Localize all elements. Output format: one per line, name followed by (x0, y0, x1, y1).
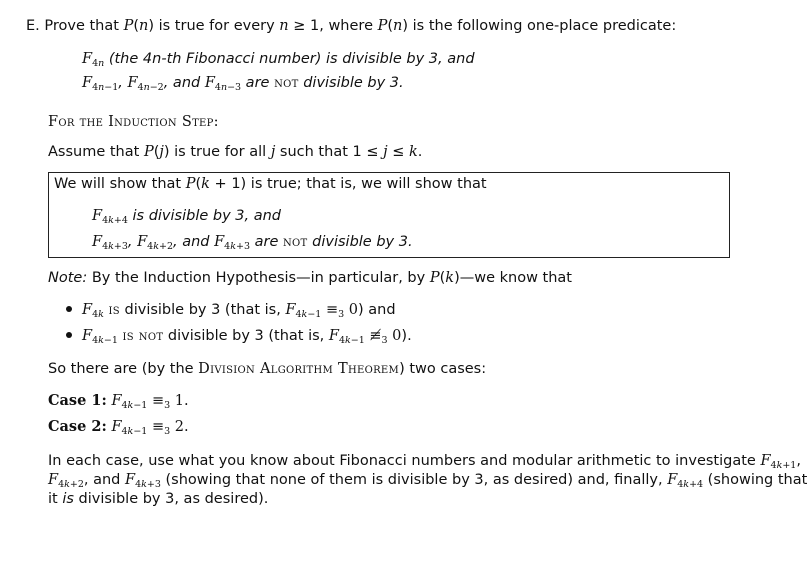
induction-assumption: Assume that P(j) is true for all j such that 1 ≤ j ≤ k. (48, 144, 423, 160)
goal-intro: We will show that P(k + 1) is true; that is, we will show that (54, 176, 487, 192)
bullet-icon (66, 306, 72, 312)
case-1: Case 1: $F_{4k-1} \equiv_3$ 1. (48, 392, 189, 411)
induction-step-heading: For the Induction Step: (48, 114, 219, 130)
definition-line-1: $F_{4n}$ (the 4n-th Fibonacci number) is divisible by 3, and (82, 51, 475, 69)
note-bullet-1: $F_{4k}$ is divisible by 3 (that is, $F_{4k-1} \equiv_3$ 0) and (66, 300, 396, 325)
goal-line-1: $F_{4k+4}$ is divisible by 3, and (92, 208, 281, 226)
note-intro: Note: By the Induction Hypothesis—in particular, by P(k)—we know that (48, 270, 572, 286)
closing-line-2: $F_{4k+2}$, and $F_{4k+3}$ (showing that none of them is divisible by 3, as desired) and, finally, $F_{4k+4}$ (showing that (48, 472, 807, 490)
note-bullet-2: $F_{4k-1}$ is not divisible by 3 (that is, $F_{4k-1}$ $≢_3$ 0). (66, 326, 412, 351)
definition-line-2: $F_{4n-1}$, $F_{4n-2}$, and $F_{4n-3}$ are not divisible by 3. (82, 75, 404, 93)
goal-line-2: $F_{4k+3}$, $F_{4k+2}$, and $F_{4k+3}$ are not divisible by 3. (92, 234, 413, 252)
case-2: Case 2: $F_{4k-1} \equiv_3$ 2. (48, 418, 189, 437)
cases-intro: So there are (by the Division Algorithm Theorem) two cases: (48, 361, 487, 377)
bullet-icon (66, 332, 72, 338)
problem-intro: E. Prove that P(n) is true for every n ≥ 1, where P(n) is the following one-place predicate: (26, 18, 677, 34)
closing-line-3: it is divisible by 3, as desired). (48, 491, 269, 507)
closing-line-1: In each case, use what you know about Fibonacci numbers and modular arithmetic to investigate $F_{4k+1}$, (48, 453, 801, 471)
